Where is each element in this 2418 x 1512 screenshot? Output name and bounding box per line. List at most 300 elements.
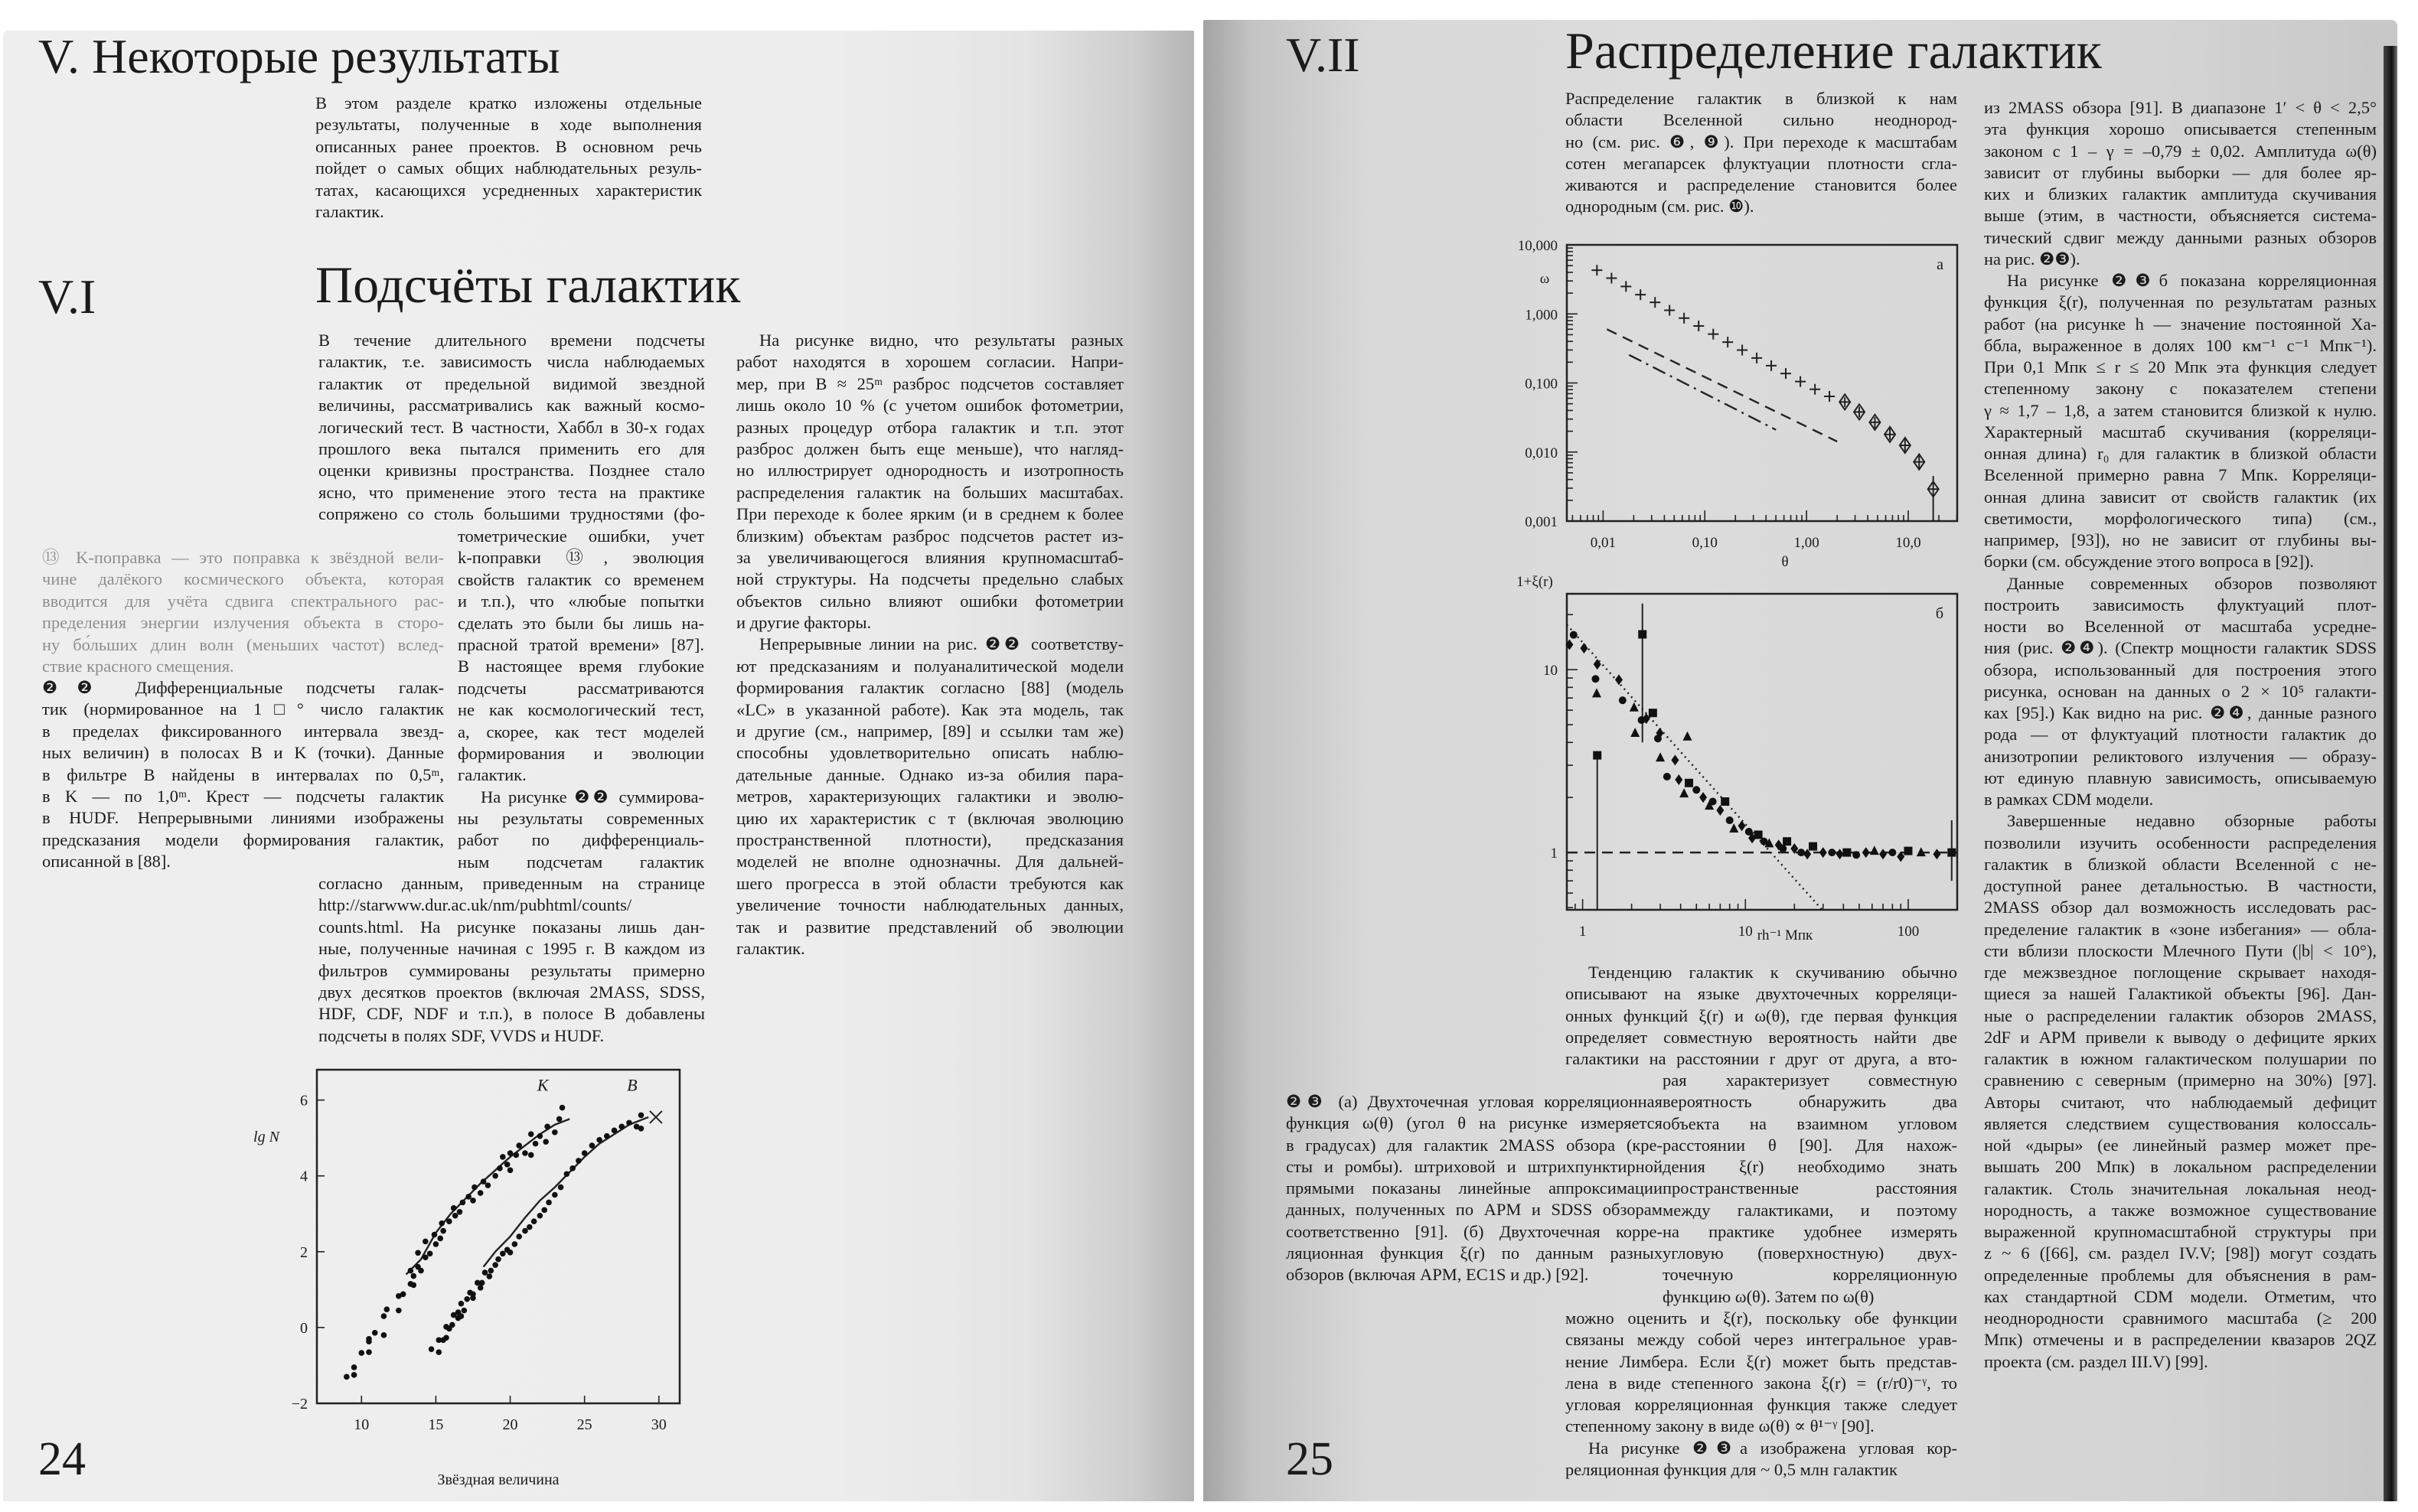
text-line: тический сдвиг между данными разных обзоров [1984, 227, 2377, 247]
data-point [1842, 849, 1851, 857]
x-tick-label: 30 [651, 1416, 667, 1433]
data-point [1852, 851, 1860, 859]
data-point [451, 1205, 457, 1211]
text-line: вышать 200 Мпк) в локальном распределении [1984, 1157, 2377, 1177]
data-point [514, 1152, 520, 1158]
body-column-1-narrow [458, 526, 704, 873]
data-point [504, 1162, 511, 1168]
x-tick-label: 10,0 [1895, 535, 1921, 551]
text-line: онная длина) r₀ для галактик в близкой области [1984, 444, 2377, 463]
text-line: На рисунке ❷❸б показана корреляционная [2007, 271, 2377, 290]
text-line: описанной в [88]. [42, 852, 171, 872]
text-line: борки (см. обсуждение этого вопроса в [92]). [1984, 552, 2315, 572]
text-line: в пределах фиксированного интервала звезд- [42, 721, 444, 741]
data-point [423, 1254, 429, 1260]
text-line: На рисунке ❷❷ суммирова- [481, 787, 704, 807]
text-line: доступной ранее детальностью. В частности, [1984, 876, 2377, 895]
text-line: counts.html. На рисунке показаны лишь дан- [318, 917, 705, 937]
data-point [452, 1213, 458, 1219]
text-line: данных, полученных по APM и SDSS обзорам [1286, 1200, 1663, 1220]
text-line: разных процедур отбора галактик и т.п. этот [736, 417, 1124, 437]
panel-label: а [1937, 256, 1943, 273]
x-tick-label: 10 [1738, 924, 1753, 940]
data-point [1591, 265, 1602, 275]
data-point [1649, 709, 1657, 717]
data-point [408, 1268, 414, 1274]
body-column-1-top [1565, 88, 1957, 218]
data-point [432, 1232, 438, 1238]
text-line: рисунка, основан на данных о 2 × 10⁵ галакти- [1984, 681, 2377, 701]
text-line: моделей не вполне однозначны. Для дальней- [736, 852, 1124, 872]
text-line: работ (на рисунке h — значение постоянной Ха- [1984, 314, 2377, 334]
text-line: k-поправки ⑬, эволюция [458, 548, 704, 568]
text-line: работ по дифференциаль- [458, 830, 704, 850]
data-point [470, 1198, 476, 1204]
text-line: Данные современных обзоров позволяют [2007, 573, 2377, 593]
text-line: между галактиками, и поэтому [1663, 1200, 1957, 1220]
text-line: Тенденцию галактик к скучиванию обычно [1588, 963, 1957, 982]
data-point [1862, 847, 1870, 858]
text-line: увеличение точности наблюдательных данных, [736, 895, 1124, 915]
data-point [1780, 368, 1791, 379]
data-point [410, 1282, 416, 1289]
text-line: на рис. ❷❸). [1984, 249, 2080, 269]
data-point [531, 1218, 537, 1224]
text-line: сравнению с северным (примерно на 30%) [97]. [1984, 1070, 2377, 1090]
text-line: ют единую плавную зависимость, описываемую [1984, 767, 2377, 787]
text-line: ❷❸ (а) Двухточечная угловая корреляционная [1286, 1092, 1663, 1111]
data-point [528, 1152, 534, 1158]
text-line: 2dF и APM привели к выводу о дефиците ярких [1984, 1027, 2377, 1047]
text-line: распределения галактик на больших масштабах. [736, 482, 1124, 502]
data-point [1682, 732, 1692, 741]
data-point [512, 1241, 518, 1247]
text-line: ности во Вселенной от масштаба усредне- [1984, 617, 2377, 636]
text-line: пределения энергии излучения объекта в сторо- [42, 613, 444, 633]
data-point [1933, 849, 1940, 859]
text-line: лишь около 10 % (с учетом ошибок фотометрии, [736, 396, 1124, 415]
text-line: соответственно [91]. (б) Двухточечная корре- [1286, 1221, 1663, 1241]
text-line: области Вселенной сильно неоднород- [1565, 110, 1957, 130]
data-point [366, 1349, 372, 1355]
text-line: вводится для учёта сдвига спектрального рас- [42, 591, 444, 611]
y-tick-label: 10,000 [1517, 238, 1558, 254]
text-line: галактики на расстоянии r друг от друга, а вто- [1565, 1049, 1957, 1068]
data-point [1722, 337, 1733, 347]
y-tick-label: 0,010 [1525, 445, 1558, 461]
data-point [449, 1322, 455, 1328]
text-line: HDF, CDF, NDF и т.п.), в полосе B добавлены [318, 1004, 705, 1024]
data-point [1664, 305, 1675, 315]
data-point [1819, 847, 1827, 858]
data-point [429, 1346, 435, 1352]
text-line: ❷❷ Дифференциальные подсчеты галак- [42, 678, 444, 697]
data-point [495, 1256, 501, 1263]
data-point [1824, 391, 1835, 402]
data-point [1721, 797, 1729, 806]
data-point [482, 1269, 488, 1276]
data-point [1570, 631, 1578, 639]
text-line: позволили изучить особенности распределения [1984, 833, 2377, 852]
data-point [478, 1190, 484, 1196]
data-point [1635, 289, 1646, 300]
y-axis-label: lg N [253, 1129, 279, 1145]
data-point [552, 1129, 558, 1136]
model-line [1607, 329, 1837, 442]
body-column-1-narrow [1663, 1070, 1957, 1308]
text-line: галактик в южном галактическом полушарии по [1984, 1049, 2377, 1068]
data-point [396, 1308, 402, 1314]
curve-label: K [537, 1075, 549, 1095]
x-tick-label: 10 [354, 1416, 370, 1433]
data-point [423, 1239, 429, 1245]
text-line: дения ξ(r) необходимо знать [1663, 1157, 1957, 1176]
data-point [1630, 728, 1640, 737]
data-point [589, 1142, 596, 1149]
data-point [1671, 754, 1679, 765]
data-point [546, 1200, 552, 1206]
data-point [507, 1167, 514, 1173]
data-point [479, 1280, 485, 1286]
data-point [1693, 321, 1704, 331]
data-point [522, 1228, 528, 1234]
data-point [1685, 779, 1693, 787]
text-line: ⑬ K-поправка — это поправка к звёздной вели- [42, 548, 444, 567]
data-point [488, 1268, 494, 1274]
data-point [604, 1133, 610, 1139]
text-line: галактик. Столь значительная локальная неод- [1984, 1178, 2377, 1198]
text-line: так и развитие представлений об эволюции [736, 917, 1124, 937]
text-line: лена в виде степенного закона ξ(r) = (r/r0)⁻ᵞ, то [1565, 1373, 1957, 1393]
text-line: выше (этим, в частности, объясняется система- [1984, 206, 2377, 226]
text-line: подсчеты в полях SDF, VVDS и HUDF. [318, 1025, 605, 1045]
data-point [381, 1332, 387, 1338]
text-line: При 0,1 Мпк ≤ r ≤ 20 Мпк эта функция следует [1984, 357, 2377, 376]
text-line: степенному закону в виде ω(θ) ∝ θ¹⁻ᵞ [90]. [1565, 1416, 1875, 1436]
data-point [381, 1313, 387, 1319]
panel-label: б [1935, 605, 1943, 622]
data-point [638, 1126, 644, 1132]
x-tick-label: 0,01 [1590, 535, 1617, 551]
data-point [1679, 788, 1689, 797]
data-point [558, 1185, 564, 1191]
data-point [1591, 675, 1599, 683]
section-number: V.II [1286, 28, 1360, 82]
text-line: зависит от глубины выборки — для более яр- [1984, 162, 2377, 182]
data-point [543, 1139, 549, 1145]
chapter-intro [315, 93, 702, 223]
text-line: эта функция хорошо описывается степенным [1984, 119, 2377, 139]
data-point [626, 1120, 632, 1126]
body-column-1-top [318, 330, 705, 526]
data-point [522, 1150, 528, 1156]
text-line: галактик. [458, 765, 527, 785]
text-line: описывают на языке двухточечных корреляци- [1565, 984, 1957, 1004]
model-line [484, 1117, 649, 1267]
data-point [1766, 360, 1777, 371]
text-line: например, [93]), но не зависит от глубины вы- [1984, 530, 2377, 549]
text-line: определяет совместную вероятность найти две [1565, 1027, 1957, 1047]
y-tick-label: 6 [300, 1092, 308, 1110]
text-line: татах, касающихся усредненных характеристик [315, 180, 702, 200]
text-line: где межзвездное поглощение скрывает находя- [1984, 963, 2377, 982]
data-point [1726, 816, 1734, 824]
data-point [472, 1185, 478, 1191]
text-line: ясно, что применение этого теста на практике [318, 482, 705, 502]
data-point [1675, 774, 1682, 785]
text-line: ствие красного смещения. [42, 656, 234, 676]
text-line: ных величин) в полосах B и K (точки). Данные [42, 743, 444, 763]
data-point [507, 1250, 514, 1256]
text-line: галактик. [736, 938, 805, 958]
data-point [1737, 344, 1747, 355]
text-line: В этом разделе кратко изложены отдельные [315, 93, 702, 112]
data-point [537, 1213, 543, 1219]
data-point [1650, 297, 1660, 308]
data-point [410, 1273, 416, 1279]
data-point [436, 1349, 442, 1355]
data-point [372, 1330, 378, 1336]
text-line: пределение галактик в «зоне избегания» — обла- [1984, 919, 2377, 939]
text-line: формирования галактик согласно [88] (модель [736, 678, 1124, 698]
text-line: ют предсказаниям и полуаналитической модели [736, 656, 1124, 676]
data-point [440, 1228, 446, 1234]
text-line: но иллюстрирует однородность и изотропность [736, 461, 1124, 481]
data-point [556, 1116, 563, 1123]
text-line: однородным (см. рис. ❿). [1565, 197, 1754, 217]
data-point [485, 1182, 491, 1188]
data-point [596, 1137, 602, 1143]
data-point [1593, 751, 1601, 760]
text-line: в K — по 1,0ᵐ. Крест — подсчеты галактик [42, 786, 444, 806]
text-line: метров, характеризующих галактики и эволю- [736, 787, 1124, 807]
data-point [1879, 849, 1887, 859]
data-point [418, 1268, 424, 1274]
data-point [366, 1338, 372, 1344]
data-point [560, 1105, 566, 1111]
text-line: предсказания модели формирования галактик, [42, 829, 444, 849]
x-tick-label: 20 [502, 1416, 518, 1433]
text-line: чине далёкого космического объекта, которая [42, 569, 444, 589]
y-tick-label: 10 [1543, 663, 1558, 679]
section-title: Подсчёты галактик [315, 256, 741, 314]
text-line: В течение длительного времени подсчеты [318, 331, 705, 350]
data-point [537, 1133, 543, 1139]
text-line: близким) объектам разброс подсчетов растет из- [736, 526, 1124, 546]
data-point [1654, 735, 1662, 742]
data-point [1679, 313, 1689, 324]
data-point [1708, 329, 1718, 340]
data-point [460, 1200, 466, 1206]
data-point [492, 1262, 498, 1268]
data-point [497, 1165, 503, 1171]
text-line: согласно данным, приведенным на странице [318, 874, 705, 893]
text-line: законом с 1 – γ = –0,79 ± 0,02. Амплитуда ω(θ) [1984, 141, 2377, 161]
spatial-correlation-figure [1500, 574, 1975, 956]
text-line: ной «дыры» (ее линейный размер может пре- [1984, 1136, 2377, 1155]
y-tick-label: −2 [291, 1396, 308, 1413]
page-number: 24 [38, 1433, 86, 1485]
y-axis-label: ω [1539, 271, 1550, 287]
y-tick-label: 2 [300, 1243, 308, 1261]
data-point [582, 1150, 588, 1156]
text-line: работ находятся в хорошем согласии. Напри- [736, 352, 1124, 372]
data-point [1663, 773, 1671, 780]
data-point [618, 1124, 625, 1130]
data-point [1854, 404, 1865, 419]
data-point [443, 1334, 449, 1341]
data-point [1779, 845, 1787, 852]
text-line: разброс должен быть еще меньше), что нагляд- [736, 438, 1124, 458]
text-line: галактик. [315, 201, 384, 221]
text-line: описанных ранее проектов. В основном речь [315, 136, 702, 156]
text-line: тометрические ошибки, учет [458, 526, 704, 546]
x-tick-label: 15 [428, 1416, 444, 1433]
text-line: цию их характеристик с т (включая эволюцию [736, 808, 1124, 828]
x-tick-label: 1 [1578, 924, 1587, 940]
data-point [1615, 674, 1623, 685]
chapter-title: V. Некоторые результаты [38, 29, 560, 83]
body-column-1-bottom [1565, 1308, 1957, 1481]
data-point [458, 1313, 465, 1319]
text-line: ну бо́льших длин волн (меньших частот) вслед- [42, 634, 444, 654]
text-line: функция ξ(r), полученная по результатам разных [1984, 292, 2377, 312]
data-point [462, 1308, 468, 1314]
data-point [527, 1224, 533, 1230]
data-point [1709, 798, 1717, 806]
data-point [351, 1372, 357, 1378]
data-point [1692, 786, 1700, 793]
text-line: ные, полученные начиная с 1995 г. В каждом из [318, 939, 705, 959]
text-line: величины, рассматривались как важный космо- [318, 396, 705, 415]
data-point [507, 1150, 514, 1156]
text-line: а, скорее, как тест моделей [458, 722, 704, 741]
text-line: γ ≈ 1,7 – 1,8, а затем становится близкой к нулю. [1984, 400, 2377, 420]
text-line: сти вблизи плоскости Млечного Пути (|b| < 10°), [1984, 940, 2377, 960]
data-point [1716, 805, 1724, 816]
data-point [1795, 376, 1806, 387]
model-line [1629, 355, 1776, 430]
model-line [1567, 624, 1822, 910]
text-line: ния (рис. ❷❹). (Спектр мощности галактик SDSS [1984, 638, 2377, 658]
text-line: объектов сильно влияют ошибки фотометрии [736, 591, 1124, 611]
data-point [457, 1209, 463, 1215]
text-line: из 2MASS обзора [91]. В диапазоне 1′ < θ < 2,5° [1984, 98, 2377, 117]
text-line: логический тест. В частности, Хаббл в 30-х годах [318, 417, 705, 437]
text-line: ках стандартной CDM модели. Отметим, что [1984, 1286, 2377, 1306]
text-line: онных функций ξ(r) и ω(θ), где первая функция [1565, 1005, 1957, 1025]
text-line: способны удовлетворительно описать наблю- [736, 743, 1124, 763]
text-line: на практике удобнее измерять [1663, 1221, 1957, 1241]
text-line: прямыми показаны линейные аппроксимации [1286, 1178, 1663, 1198]
text-line: выраженной крупномасштабной структуры при [1984, 1222, 2377, 1241]
data-point [1638, 631, 1646, 639]
text-line: результаты, полученные в ходе выполнения [315, 115, 702, 135]
x-tick-label: 0,10 [1692, 535, 1718, 551]
x-axis-label: Звёздная величина [437, 1471, 560, 1488]
text-line: «LC» в указанной работе). Как эта модель, так [736, 699, 1124, 719]
data-point [458, 1301, 465, 1307]
text-line: прошлого века пытался применить его для [318, 438, 705, 458]
text-line: построить зависимость флуктуаций плот- [1984, 595, 2377, 614]
y-tick-label: 4 [300, 1168, 308, 1185]
text-line: галактик, т.е. зависимость числа наблюдаемых [318, 352, 705, 372]
section-title: Распределение галактик [1565, 21, 2102, 80]
text-line: рая характеризует совместную [1663, 1070, 1957, 1090]
text-line: онная длина зависит от свойств галактик (их [1984, 487, 2377, 507]
text-line: галактик от предельной видимой звездной [318, 373, 705, 393]
sidenote-k-correction [42, 547, 444, 677]
text-line: неоднородности сравнимого масштаба (≥ 200 [1984, 1308, 2377, 1328]
data-point [1904, 847, 1912, 855]
data-point [612, 1127, 618, 1133]
text-line: формирования и эволюции [458, 743, 704, 763]
text-line: в градусах) для галактик 2MASS обзора (кре- [1286, 1135, 1663, 1155]
text-line: не как космологический тест, [458, 700, 704, 720]
data-point [1620, 281, 1631, 292]
text-line: ббла, выраженное в долях 100 км⁻¹ с⁻¹ Мпк⁻¹). [1984, 335, 2377, 355]
data-point [470, 1292, 476, 1298]
text-line: светимости, морфологического типа) (см., [1984, 508, 2377, 528]
text-line: нородность, а также возможное существование [1984, 1200, 2377, 1220]
text-line: тик (нормированное на 1□° число галактик [42, 699, 444, 719]
x-axis-label: θ [1781, 554, 1789, 570]
figure-caption-2-2 [42, 677, 444, 873]
data-point [576, 1158, 582, 1164]
text-line: в рамках CDM модели. [1984, 790, 2154, 809]
data-point [1580, 643, 1588, 653]
text-line: живаются и распределение становится более [1565, 175, 1957, 194]
text-line: ках [95].) Как видно на рис. ❷❹, данные разного [1984, 703, 2377, 722]
text-line: двух десятков проектов (включая 2MASS, SDSS, [318, 982, 705, 1002]
text-line: Непрерывные линии на рис. ❷❷ соответству- [759, 634, 1124, 654]
x-tick-label: 25 [576, 1416, 592, 1433]
text-line: можно оценить и ξ(r), поскольку обе функции [1565, 1308, 1957, 1328]
data-point [358, 1350, 364, 1356]
data-point [564, 1171, 570, 1177]
data-point [1947, 849, 1956, 857]
text-line: пространственной плотности), предсказания [736, 829, 1124, 849]
text-line: и другие (см., например, [89] и ссылки там же) [736, 722, 1124, 741]
book-edge [2384, 46, 2397, 1501]
data-point [1751, 353, 1762, 363]
text-line: дательные данные. Однако из-за обилия пара- [736, 764, 1124, 784]
text-line: Распределение галактик в близкой к нам [1565, 89, 1957, 108]
data-point [533, 1141, 539, 1147]
data-point [415, 1250, 421, 1256]
text-line: точечную корреляционную [1663, 1265, 1957, 1285]
data-point [638, 1113, 644, 1119]
text-line: нение Лимбера. Если ξ(r) может быть представ- [1565, 1351, 1957, 1371]
text-line: В настоящее время глубокие [458, 657, 704, 676]
text-line: функцию ω(θ). Затем по ω(θ) [1663, 1286, 1875, 1306]
data-point [1630, 702, 1639, 712]
data-point [384, 1306, 390, 1312]
text-line: и т.п.), что «любые попытки [458, 591, 704, 611]
x-tick-label: 1,00 [1793, 535, 1819, 551]
text-line: угловую (поверхностную) двух- [1663, 1243, 1957, 1263]
text-line: пойдет о самых общих наблюдательных резуль- [315, 158, 702, 178]
text-line: и другие факторы. [736, 613, 872, 633]
text-line: проекта (см. раздел III.V) [99]. [1984, 1351, 2208, 1371]
text-line: в фильтре B найдены в интервалах по 0,5ᵐ, [42, 764, 444, 784]
data-point [1783, 837, 1791, 846]
text-line: http://starwww.dur.ac.uk/nm/pubhtml/counts/ [318, 895, 632, 915]
text-line: в HUDF. Непрерывными линиями изображены [42, 808, 444, 828]
plot-frame [1567, 594, 1957, 910]
data-point [1870, 846, 1879, 855]
x-axis-label: rh⁻¹ Мпк [1757, 927, 1813, 943]
